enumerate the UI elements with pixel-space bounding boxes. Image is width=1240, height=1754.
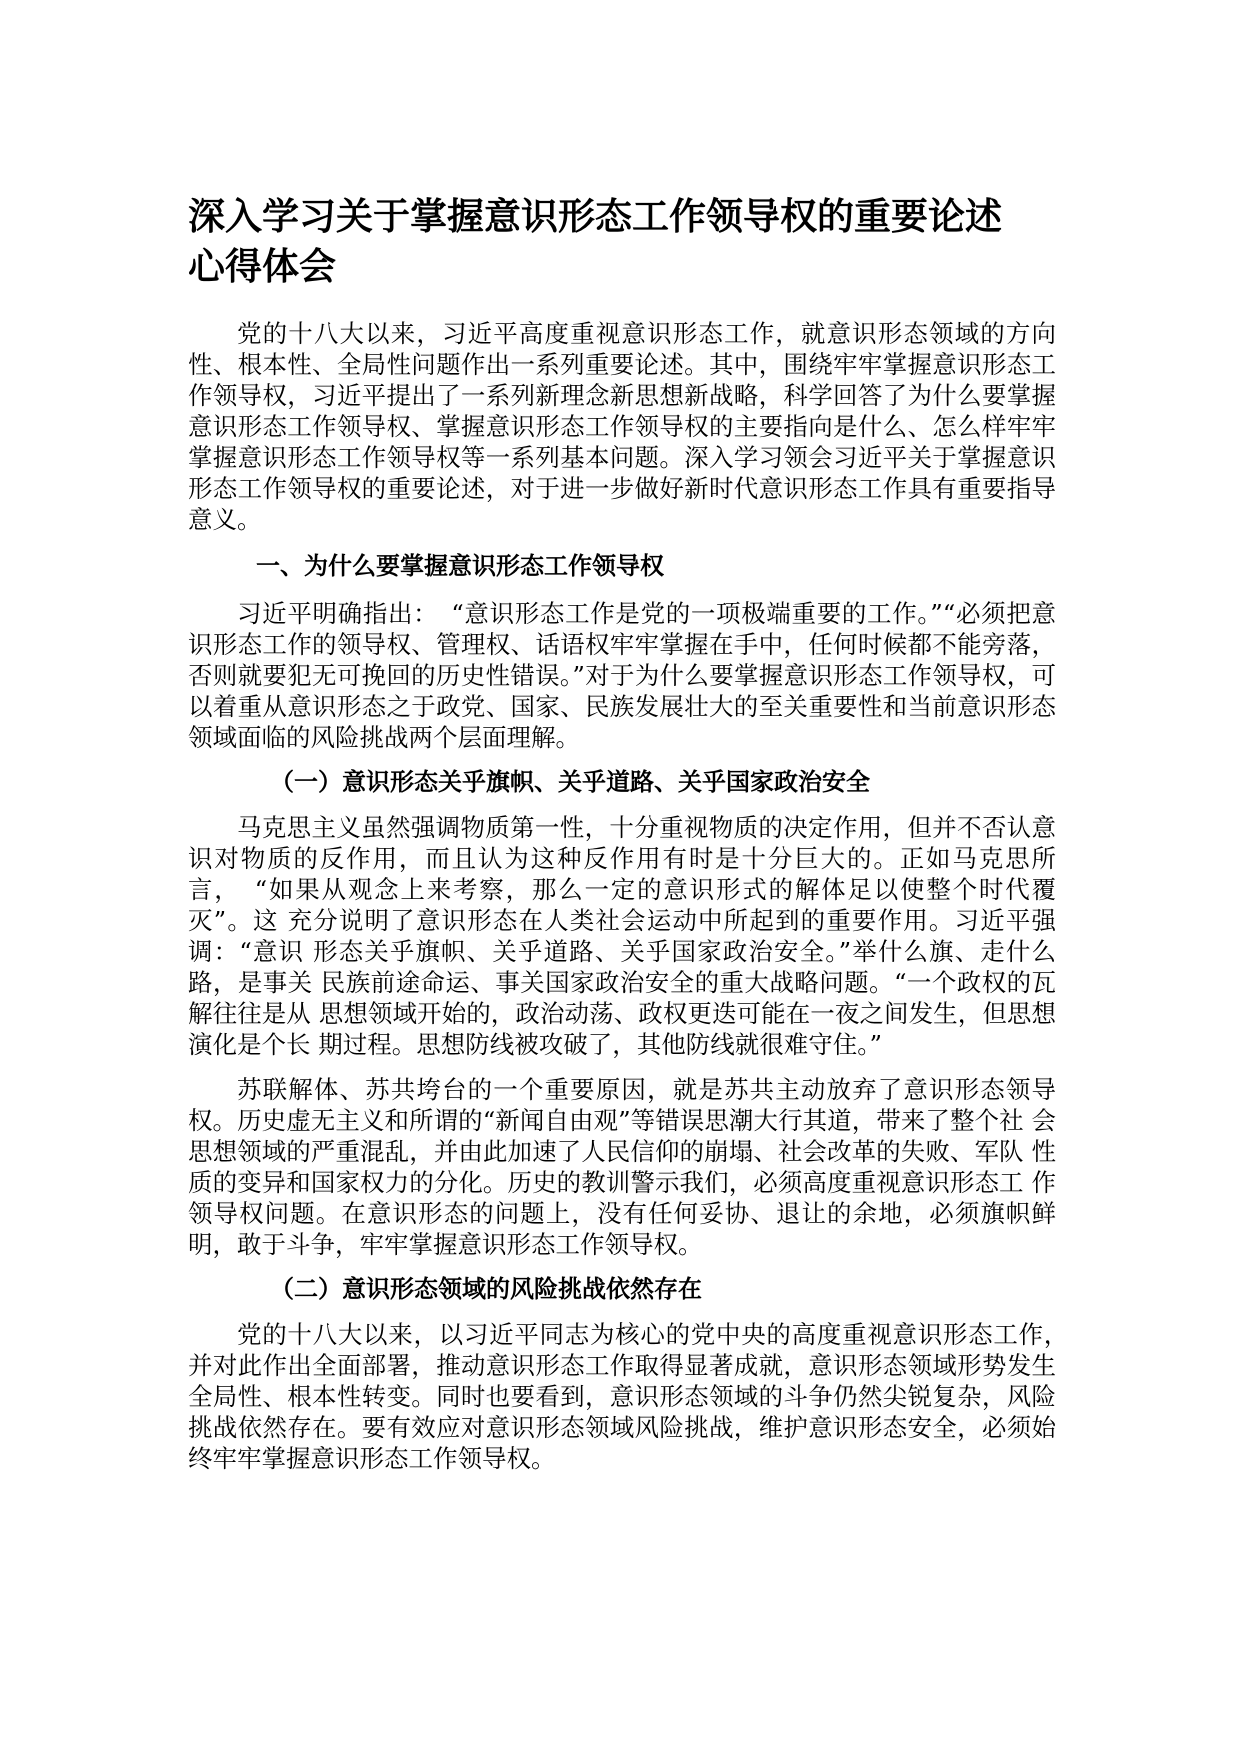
section-1-intro-paragraph: 习近平明确指出： “意识形态工作是党的一项极端重要的工作。”“必须把意识形态工作的领导权、管理权、话语权牢牢掌握在手中，任何时候都不能旁落，否则就要犯无可挽回的历史性错误。”对于为什么要掌握意识形态工作领导权，可以着重从意识形态之于政党、国家、民族发展壮大的至关重要性和当前意识形态领域面临的风险挑战两个层面理解。 [188,599,1056,752]
subsection-1-paragraph-2: 苏联解体、苏共垮台的一个重要原因，就是苏共主动放弃了意识形态领导权。历史虚无主义和所谓的“新闻自由观”等错误思潮大行其道，带来了整个社 会思想领域的严重混乱，并由此加速了人民信仰的崩塌、社会改革的失败、军队 性质的变异和国家权力的分化。历史的教训警示我们，必须高度重视意识形态工 作领导权问题。在意识形态的问题上，没有任何妥协、退让的余地，必须旗帜鲜 明，敢于斗争，牢牢掌握意识形态工作领导权。 [188,1075,1056,1259]
subsection-heading-2: （二）意识形态领域的风险挑战依然存在 [270,1275,702,1303]
intro-paragraph: 党的十八大以来，习近平高度重视意识形态工作，就意识形态领域的方向性、根本性、全局性问题作出一系列重要论述。其中，围绕牢牢掌握意识形态工作领导权，习近平提出了一系列新理念新思想新战略，科学回答了为什么要掌握意识形态工作领导权、掌握意识形态工作领导权的主要指向是什么、怎么样牢牢掌握意识形态工作领导权等一系列基本问题。深入学习领会习近平关于掌握意识形态工作领导权的重要论述，对于进一步做好新时代意识形态工作具有重要指导意义。 [188,319,1056,534]
section-heading-1: 一、为什么要掌握意识形态工作领导权 [256,552,664,580]
document-title: 深入学习关于掌握意识形态工作领导权的重要论述心得体会 [188,195,1002,288]
subsection-1-paragraph-1: 马克思主义虽然强调物质第一性，十分重视物质的决定作用，但并不否认意识对物质的反作用，而且认为这种反作用有时是十分巨大的。正如马克思所言， “如果从观念上来考察，那么一定的意识形式的解体足以使整个时代覆灭”。这 充分说明了意识形态在人类社会运动中所起到的重要作用。习近平强调：“意识 形态关乎旗帜、关乎道路、关乎国家政治安全。”举什么旗、走什么路，是事关 民族前途命运、事关国家政治安全的重大战略问题。“一个政权的瓦解往往是从 思想领域开始的，政治动荡、政权更迭可能在一夜之间发生，但思想演化是个长 期过程。思想防线被攻破了，其他防线就很难守住。” [188,813,1056,1059]
subsection-2-paragraph-1: 党的十八大以来，以习近平同志为核心的党中央的高度重视意识形态工作， 并对此作出全面部署，推动意识形态工作取得显著成就，意识形态领域形势发生 全局性、根本性转变。同时也要看到，意识形态领域的斗争仍然尖锐复杂，风险 挑战依然存在。要有效应对意识形态领域风险挑战，维护意识形态安全，必须始 终牢牢掌握意识形态工作领导权。 [188,1320,1089,1473]
document-body [188,192,1089,1488]
subsection-heading-1: （一）意识形态关乎旗帜、关乎道路、关乎国家政治安全 [270,768,870,796]
